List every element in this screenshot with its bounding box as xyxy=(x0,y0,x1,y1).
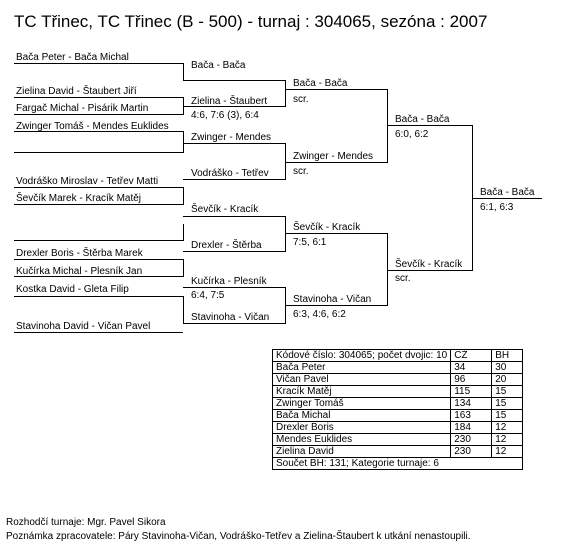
round4-pair-1: Bača - Bača xyxy=(395,114,450,125)
referee-line: Rozhodčí turnaje: Mgr. Pavel Sikora xyxy=(6,517,166,528)
round3-score-1: scr. xyxy=(293,94,309,105)
final-pair: Bača - Bača xyxy=(480,187,535,198)
player-bh: 12 xyxy=(492,422,523,434)
player-cz: 230 xyxy=(451,434,492,446)
round3-pair-4: Stavinoha - Vičan xyxy=(293,294,372,305)
player-bh: 15 xyxy=(492,386,523,398)
round1-pair-7: Drexler Boris - Štěrba Marek xyxy=(16,248,143,259)
results-table xyxy=(272,349,523,470)
round2-pair-6: Drexler - Štěrba xyxy=(191,240,262,251)
round1-pair-1: Bača Peter - Bača Michal xyxy=(16,52,129,63)
round3-score-4: 6:3, 4:6, 6:2 xyxy=(293,309,346,320)
table-row xyxy=(273,386,523,398)
round1-pair-6: Ševčík Marek - Kracík Matěj xyxy=(16,193,142,204)
page-title: TC Třinec, TC Třinec (B - 500) - turnaj : 304065, sezóna : 2007 xyxy=(14,12,488,31)
player-bh: 20 xyxy=(492,374,523,386)
table-row xyxy=(273,410,523,422)
round2-pair-3: Zwinger - Mendes xyxy=(191,132,272,143)
player-name: Bača Michal xyxy=(273,410,451,422)
player-cz: 184 xyxy=(451,422,492,434)
round2-pair-1: Bača - Bača xyxy=(191,60,246,71)
player-name: Zwinger Tomáš xyxy=(273,398,451,410)
player-cz: 134 xyxy=(451,398,492,410)
round2-pair-4: Vodráško - Tetřev xyxy=(191,168,269,179)
player-bh: 15 xyxy=(492,398,523,410)
player-name: Zielina David xyxy=(273,446,451,458)
results-summary-row xyxy=(273,458,523,470)
round1-pair-3: Fargač Michal - Pisárik Martin xyxy=(16,103,149,114)
round4-pair-2: Ševčík - Kracík xyxy=(395,259,463,270)
table-row xyxy=(273,362,523,374)
footer xyxy=(6,516,471,544)
round2-pair-8: Stavinoha - Vičan xyxy=(191,312,270,323)
player-bh: 30 xyxy=(492,362,523,374)
round1-pair-2: Zielina David - Štaubert Jiří xyxy=(16,86,137,97)
round3-score-2: scr. xyxy=(293,166,309,177)
round3-pair-2: Zwinger - Mendes xyxy=(293,151,374,162)
player-name: Kracík Matěj xyxy=(273,386,451,398)
round3-pair-1: Bača - Bača xyxy=(293,78,348,89)
round3-score-3: 7:5, 6:1 xyxy=(293,237,327,248)
player-name: Drexler Boris xyxy=(273,422,451,434)
processor-note: Poznámka zpracovatele: Páry Stavinoha-Vičan, Vodráško-Tetřev a Zielina-Štaubert k utkání nenastoupili. xyxy=(6,531,471,542)
round1-pair-5: Vodráško Miroslav - Tetřev Matti xyxy=(16,176,159,187)
player-bh: 12 xyxy=(492,434,523,446)
round1-pair-10: Stavinoha David - Vičan Pavel xyxy=(16,321,151,332)
player-name: Bača Peter xyxy=(273,362,451,374)
round3-pair-3: Ševčík - Kracík xyxy=(293,222,361,233)
player-cz: 163 xyxy=(451,410,492,422)
player-cz: 96 xyxy=(451,374,492,386)
round1-pair-9: Kostka David - Gleta Filip xyxy=(16,284,129,295)
player-cz: 34 xyxy=(451,362,492,374)
table-row xyxy=(273,446,523,458)
player-cz: 115 xyxy=(451,386,492,398)
player-bh: 15 xyxy=(492,410,523,422)
player-name: Vičan Pavel xyxy=(273,374,451,386)
round1-pair-4: Zwinger Tomáš - Mendes Euklides xyxy=(16,121,169,132)
col-bh-header: BH xyxy=(492,350,523,362)
player-cz: 230 xyxy=(451,446,492,458)
round4-score-2: scr. xyxy=(395,273,411,284)
results-header-row xyxy=(273,350,523,362)
results-summary: Součet BH: 131; Kategorie turnaje: 6 xyxy=(273,458,523,470)
table-row xyxy=(273,398,523,410)
player-name: Mendes Euklides xyxy=(273,434,451,446)
round1-pair-8: Kučírka Michal - Plesník Jan xyxy=(16,266,143,277)
round2-pair-2: Zielina - Štaubert xyxy=(191,96,268,107)
round2-score-2: 4:6, 7:6 (3), 6:4 xyxy=(191,110,259,121)
table-row xyxy=(273,434,523,446)
col-cz-header: CŽ xyxy=(451,350,492,362)
player-bh: 12 xyxy=(492,446,523,458)
round2-score-7: 6:4, 7:5 xyxy=(191,290,225,301)
round2-pair-7: Kučírka - Plesník xyxy=(191,276,267,287)
table-row xyxy=(273,422,523,434)
round2-pair-5: Ševčík - Kracík xyxy=(191,204,259,215)
round4-score-1: 6:0, 6:2 xyxy=(395,129,429,140)
final-score: 6:1, 6:3 xyxy=(480,202,514,213)
results-header: Kódové číslo: 304065; počet dvojic: 10 xyxy=(273,350,451,362)
table-row xyxy=(273,374,523,386)
